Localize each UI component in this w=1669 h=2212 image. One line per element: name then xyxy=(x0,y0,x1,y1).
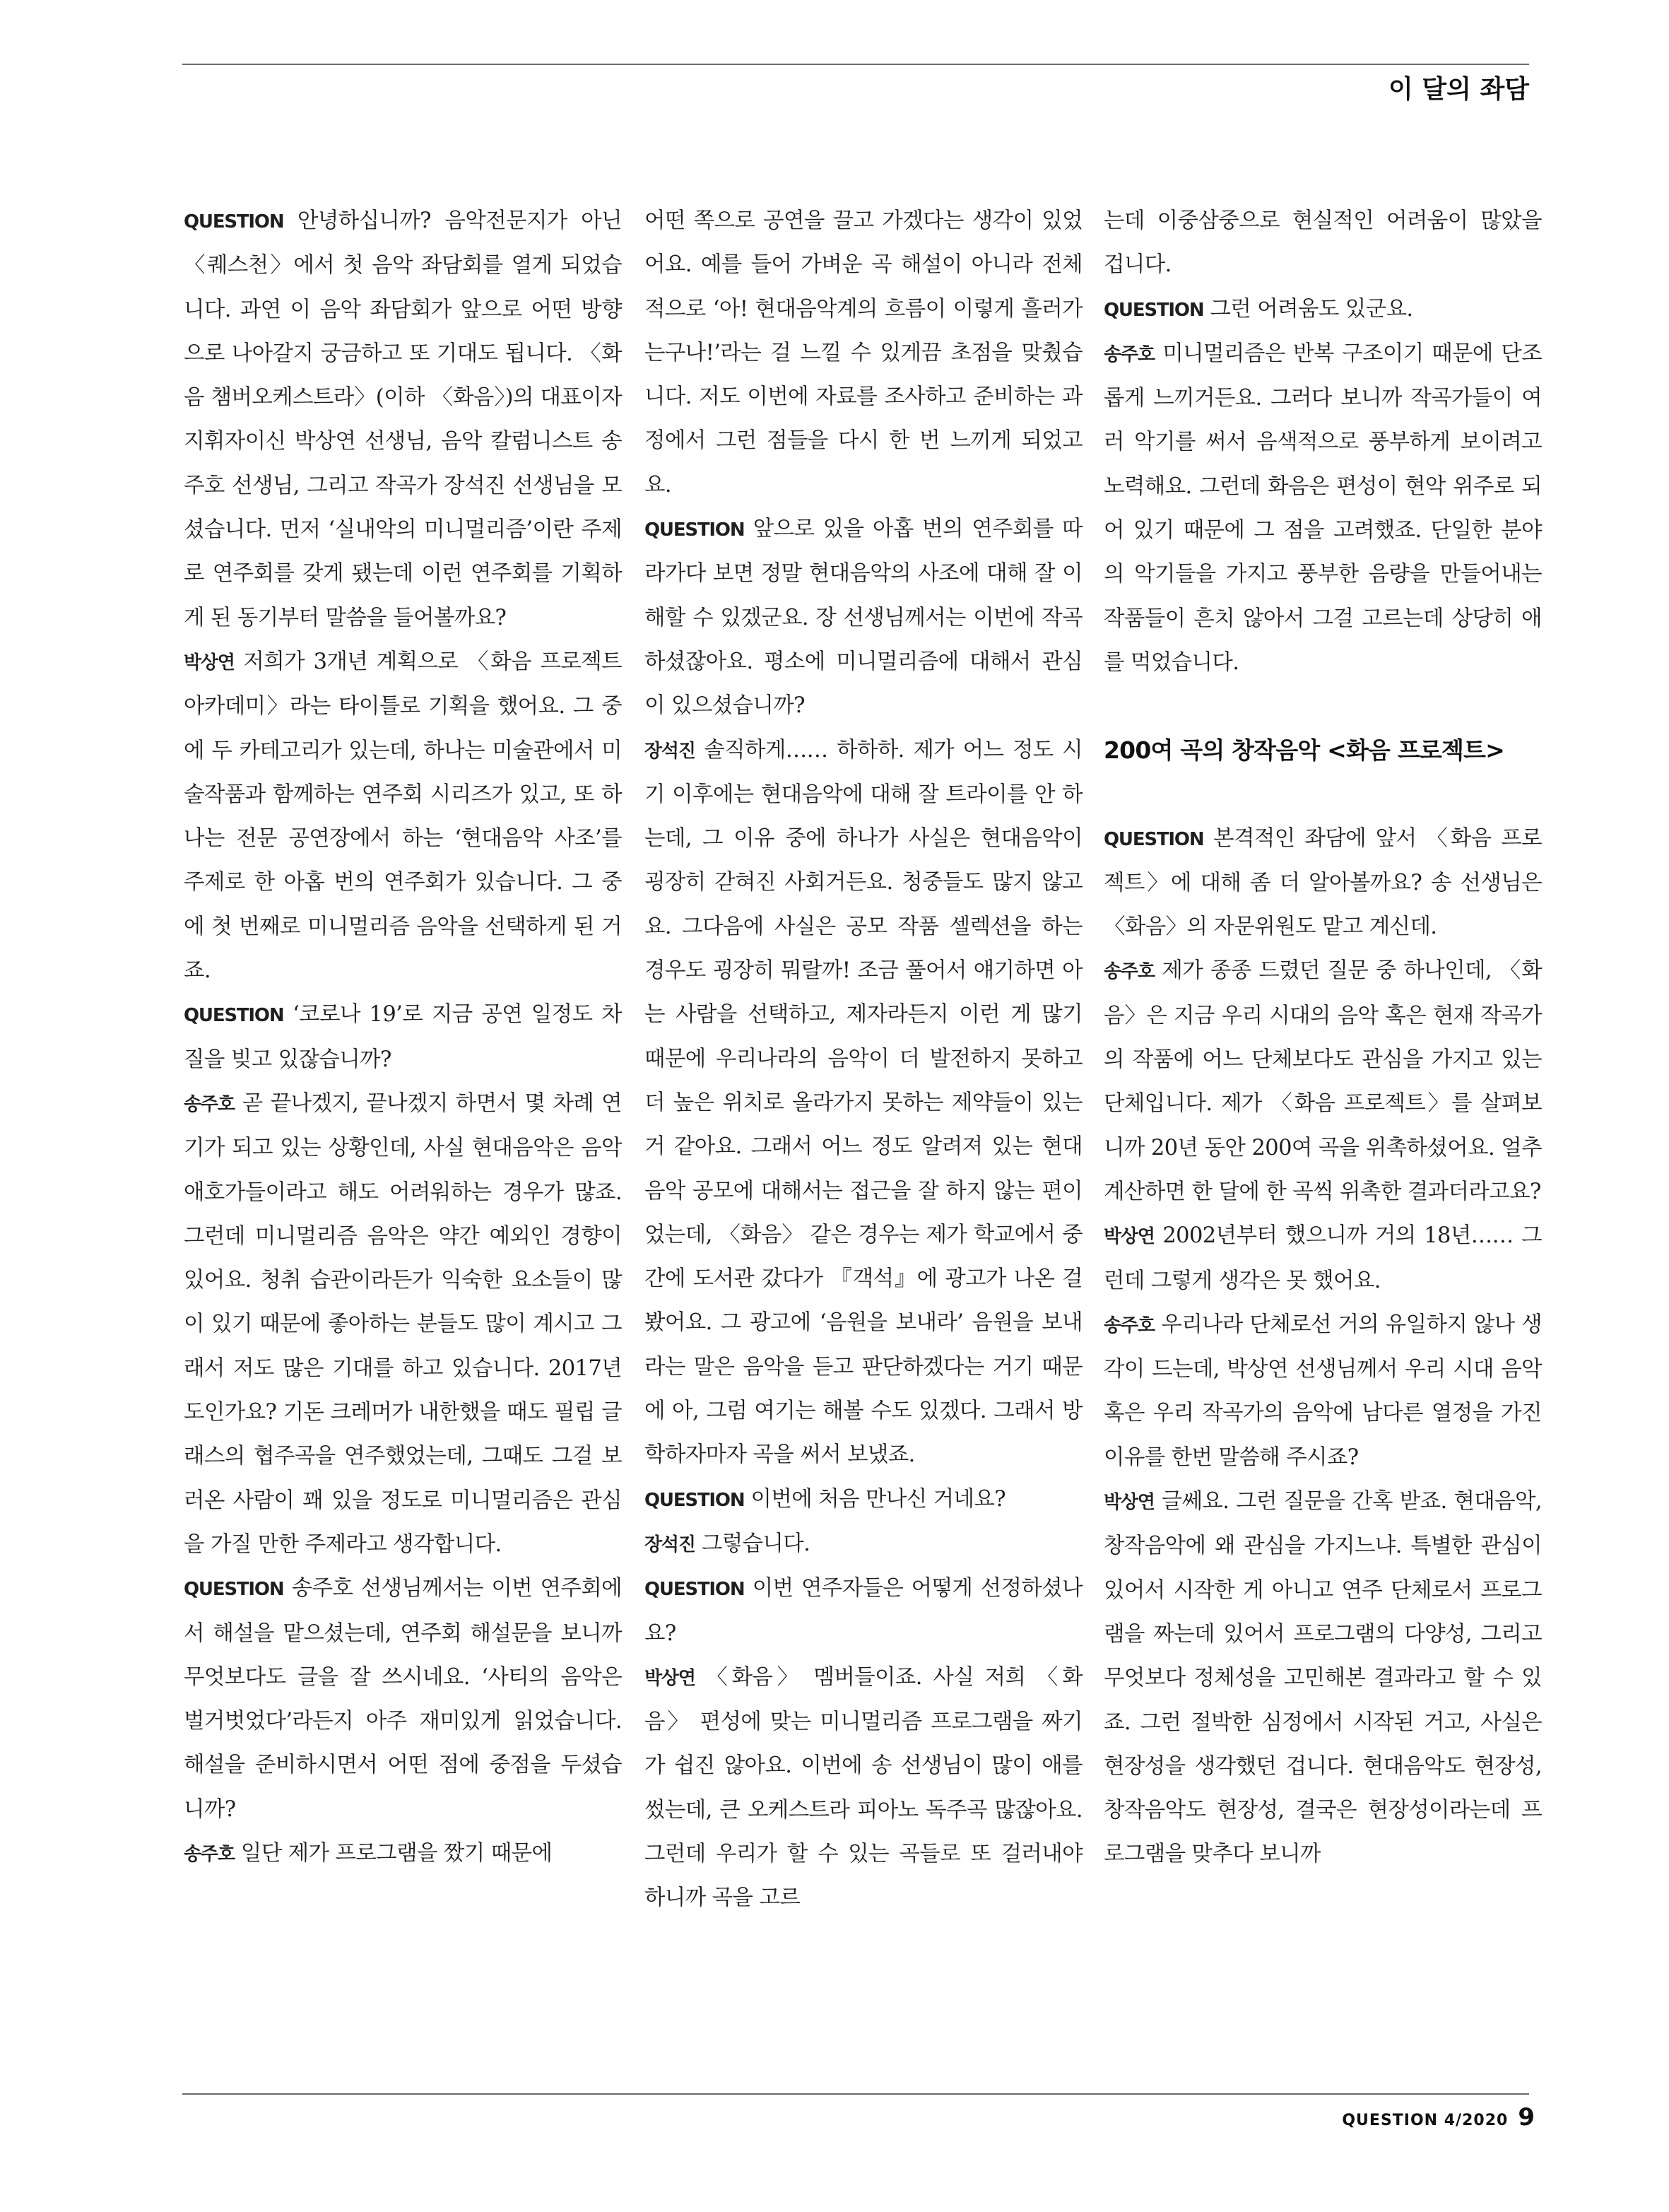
paragraph xyxy=(184,1082,622,1567)
paragraph xyxy=(184,1832,622,1876)
paragraph xyxy=(1104,332,1542,685)
section-heading: 200여 곡의 창작음악 <화음 프로젝트> xyxy=(1104,736,1504,765)
paragraph-text: 곧 끝나겠지, 끝나겠지 하면서 몇 차례 연기가 되고 있는 상황인데, 사실 현대음악은 음악애호가들이라고 해도 어려워하는 경우가 많죠. 그런데 미니멀리즘 음악은 약간 예외인 경향이 있어요. 청취 습관이라든가 익숙한 요소들이 많이 있기 때문에 좋아하는 분들도 많이 계시고 그래서 저도 많은 기대를 하고 있습니다. 2017년도인가요? 기돈 크레머가 내한했을 때도 필립 글래스의 협주곡을 연주했었는데, 그때도 그걸 보러온 사람이 꽤 있을 정도로 미니멀리즘은 관심을 가질 만한 주제라고 생각합니다. xyxy=(184,1090,622,1557)
speaker-label: QUESTION xyxy=(184,211,284,233)
paragraph-text: 일단 제가 프로그램을 짰기 때문에 xyxy=(234,1840,553,1866)
paragraph xyxy=(1104,199,1542,288)
paragraph xyxy=(644,1478,1083,1522)
paragraph xyxy=(184,199,622,640)
paragraph-text: 미니멀리즘은 반복 구조이기 때문에 단조롭게 느끼거든요. 그러다 보니까 작곡가들이 여러 악기를 써서 음색적으로 풍부하게 보이려고 노력해요. 그런데 화음은 편성이 현악 위주로 되어 있기 때문에 그 점을 고려했죠. 단일한 분야의 악기들을 가지고 풍부한 음량을 만들어내는 작품들이 흔치 않아서 그걸 고르는데 상당히 애를 먹었습니다. xyxy=(1104,341,1542,675)
speaker-label: QUESTION xyxy=(184,1005,284,1027)
header-rule xyxy=(182,64,1529,65)
paragraph-text: 안녕하십니까? 음악전문지가 아닌 〈퀘스천〉에서 첫 음악 좌담회를 열게 되었습니다. 과연 이 음악 좌담회가 앞으로 어떤 방향으로 나아갈지 궁금하고 또 기대도 됩니다. 〈화음 챔버오케스트라〉(이하 〈화음〉)의 대표이자 지휘자이신 박상연 선생님, 음악 칼럼니스트 송주호 선생님, 그리고 작곡가 장석진 선생님을 모셨습니다. 먼저 ‘실내악의 미니멀리즘’이란 주제로 연주회를 갖게 됐는데 이런 연주회를 기획하게 된 동기부터 말씀을 들어볼까요? xyxy=(184,208,622,630)
speaker-label: 장석진 xyxy=(644,740,695,762)
paragraph-text: 솔직하게…… 하하하. 제가 어느 정도 시기 이후에는 현대음악에 대해 잘 트라이를 안 하는데, 그 이유 중에 하나가 사실은 현대음악이 굉장히 갇혀진 사회거든요. 청중들도 많지 않고요. 그다음에 사실은 공모 작품 셀렉션을 하는 경우도 굉장히 뭐랄까! 조금 풀어서 얘기하면 아는 사람을 선택하고, 제자라든지 이런 게 많기 때문에 우리나라의 음악이 더 발전하지 못하고 더 높은 위치로 올라가지 못하는 제약들이 있는 거 같아요. 그래서 어느 정도 알려져 있는 현대음악 공모에 대해서는 접근을 잘 하지 않는 편이었는데, 〈화음〉 같은 경우는 제가 학교에서 중간에 도서관 갔다가 『객석』에 광고가 나온 걸 봤어요. 그 광고에 ‘음원을 보내라’ 음원을 보내라는 말은 음악을 듣고 판단하겠다는 거기 때문에 아, 그럼 여기는 해볼 수도 있겠다. 그래서 방학하자마자 곡을 써서 보냈죠. xyxy=(644,737,1083,1468)
paragraph xyxy=(644,507,1083,728)
speaker-label: 송주호 xyxy=(184,1093,235,1115)
speaker-label: 박상연 xyxy=(184,652,235,673)
paragraph-text: 는데 이중삼중으로 현실적인 어려움이 많았을 겁니다. xyxy=(1104,208,1542,278)
paragraph-text: 〈화음〉 멤버들이죠. 사실 저희 〈화음〉 편성에 맞는 미니멀리즘 프로그램을 짜기가 쉽진 않아요. 이번에 송 선생님이 많이 애를 썼는데, 큰 오케스트라 피아노 독주곡 많잖아요. 그런데 우리가 할 수 있는 곡들로 또 걸러내야 하니까 곡을 고르 xyxy=(644,1664,1083,1911)
paragraph xyxy=(1104,1214,1542,1303)
paragraph xyxy=(644,1522,1083,1567)
section-title: 이 달의 좌담 xyxy=(1388,75,1529,104)
paragraph-text: 글쎄요. 그런 질문을 간혹 받죠. 현대음악, 창작음악에 왜 관심을 가지느냐. 특별한 관심이 있어서 시작한 게 아니고 연주 단체로서 프로그램을 짜는데 있어서 프로그램의 다양성, 그리고 무엇보다 정체성을 고민해본 결과라고 할 수 있죠. 그런 절박한 심정에서 시작된 거고, 사실은 현장성을 생각했던 겁니다. 현대음악도 현장성, 창작음악도 현장성, 결국은 현장성이라는데 프로그램을 맞추다 보니까 xyxy=(1104,1489,1542,1867)
paragraph xyxy=(644,729,1083,1478)
speaker-label: 송주호 xyxy=(1104,1314,1155,1336)
speaker-label: 장석진 xyxy=(644,1534,695,1555)
paragraph xyxy=(1104,1480,1542,1877)
paragraph xyxy=(1104,288,1542,332)
speaker-label: QUESTION xyxy=(644,519,745,541)
article-column-1 xyxy=(184,199,622,1876)
paragraph xyxy=(644,199,1083,507)
paragraph-text: 그런 어려움도 있군요. xyxy=(1203,296,1413,322)
paragraph xyxy=(644,1567,1083,1656)
paragraph-text: 이번 연주자들은 어떻게 선정하셨나요? xyxy=(644,1576,1083,1646)
paragraph-text: 앞으로 있을 아홉 번의 연주회를 따라가다 보면 정말 현대음악의 사조에 대해 잘 이해할 수 있겠군요. 장 선생님께서는 이번에 작곡하셨잖아요. 평소에 미니멀리즘에 대해서 관심이 있으셨습니까? xyxy=(644,517,1083,719)
paragraph xyxy=(1104,1303,1542,1480)
paragraph-text: 어떤 쪽으로 공연을 끌고 가겠다는 생각이 있었어요. 예를 들어 가벼운 곡 해설이 아니라 전체적으로 ‘아! 현대음악계의 흐름이 이렇게 흘러가는구나!’라는 걸 느낄 수 있게끔 초점을 맞췄습니다. 저도 이번에 자료를 조사하고 준비하는 과정에서 그런 점들을 다시 한 번 느끼게 되었고요. xyxy=(644,208,1083,498)
speaker-label: QUESTION xyxy=(644,1489,745,1511)
speaker-label: QUESTION xyxy=(1104,828,1204,850)
paragraph xyxy=(1104,949,1542,1214)
article-column-3 xyxy=(1104,199,1542,1877)
speaker-label: 박상연 xyxy=(1104,1226,1155,1248)
speaker-label: QUESTION xyxy=(644,1579,745,1601)
speaker-label: QUESTION xyxy=(1104,299,1204,321)
article-column-2 xyxy=(644,199,1083,1921)
speaker-label: 박상연 xyxy=(644,1667,695,1689)
footer-rule xyxy=(182,2093,1529,2095)
speaker-label: 송주호 xyxy=(1104,961,1155,983)
magazine-issue: QUESTION 4/2020 xyxy=(1342,2112,1509,2129)
speaker-label: 박상연 xyxy=(1104,1492,1155,1514)
paragraph-text: 제가 종종 드렸던 질문 중 하나인데, 〈화음〉은 지금 우리 시대의 음악 혹은 현재 작곡가의 작품에 어느 단체보다도 관심을 가지고 있는 단체입니다. 제가 〈화음 프로젝트〉를 살펴보니까 20년 동안 200여 곡을 위촉하셨어요. 얼추 계산하면 한 달에 한 곡씩 위촉한 결과더라고요? xyxy=(1104,958,1542,1204)
speaker-label: 송주호 xyxy=(1104,343,1155,365)
paragraph-text: 본격적인 좌담에 앞서 〈화음 프로젝트〉에 대해 좀 더 알아볼까요? 송 선생님은 〈화음〉의 자문위원도 맡고 계신데. xyxy=(1104,825,1542,940)
paragraph-text: 이번에 처음 만나신 거네요? xyxy=(744,1486,1005,1512)
paragraph-text: ‘코로나 19’로 지금 공연 일정도 차질을 빚고 있잖습니까? xyxy=(184,1002,622,1072)
paragraph-text: 2002년부터 했으니까 거의 18년…… 그런데 그렇게 생각은 못 했어요. xyxy=(1104,1223,1542,1293)
paragraph-text: 그렇습니다. xyxy=(695,1531,810,1556)
page-footer xyxy=(1342,2103,1535,2131)
paragraph-text: 우리나라 단체로선 거의 유일하지 않나 생각이 드는데, 박상연 선생님께서 우리 시대 음악 혹은 우리 작곡가의 음악에 남다른 열정을 가진 이유를 한번 말씀해 주시죠? xyxy=(1104,1312,1542,1470)
paragraph xyxy=(184,1567,622,1832)
paragraph xyxy=(184,993,622,1082)
paragraph xyxy=(184,640,622,993)
paragraph-text: 송주호 선생님께서는 이번 연주회에서 해설을 맡으셨는데, 연주회 해설문을 보니까 무엇보다도 글을 잘 쓰시네요. ‘사티의 음악은 벌거벗었다’라든지 아주 재미있게 읽었습니다. 해설을 준비하시면서 어떤 점에 중점을 두셨습니까? xyxy=(184,1576,622,1822)
speaker-label: QUESTION xyxy=(184,1579,284,1601)
paragraph-text: 저희가 3개년 계획으로 〈화음 프로젝트 아카데미〉라는 타이틀로 기획을 했어요. 그 중에 두 카테고리가 있는데, 하나는 미술관에서 미술작품과 함께하는 연주회 시리즈가 있고, 또 하나는 전문 공연장에서 하는 ‘현대음악 사조’를 주제로 한 아홉 번의 연주회가 있습니다. 그 중에 첫 번째로 미니멀리즘 음악을 선택하게 된 거죠. xyxy=(184,649,622,984)
paragraph xyxy=(644,1656,1083,1921)
page-number: 9 xyxy=(1518,2103,1535,2131)
speaker-label: 송주호 xyxy=(184,1843,235,1865)
paragraph xyxy=(1104,817,1542,950)
